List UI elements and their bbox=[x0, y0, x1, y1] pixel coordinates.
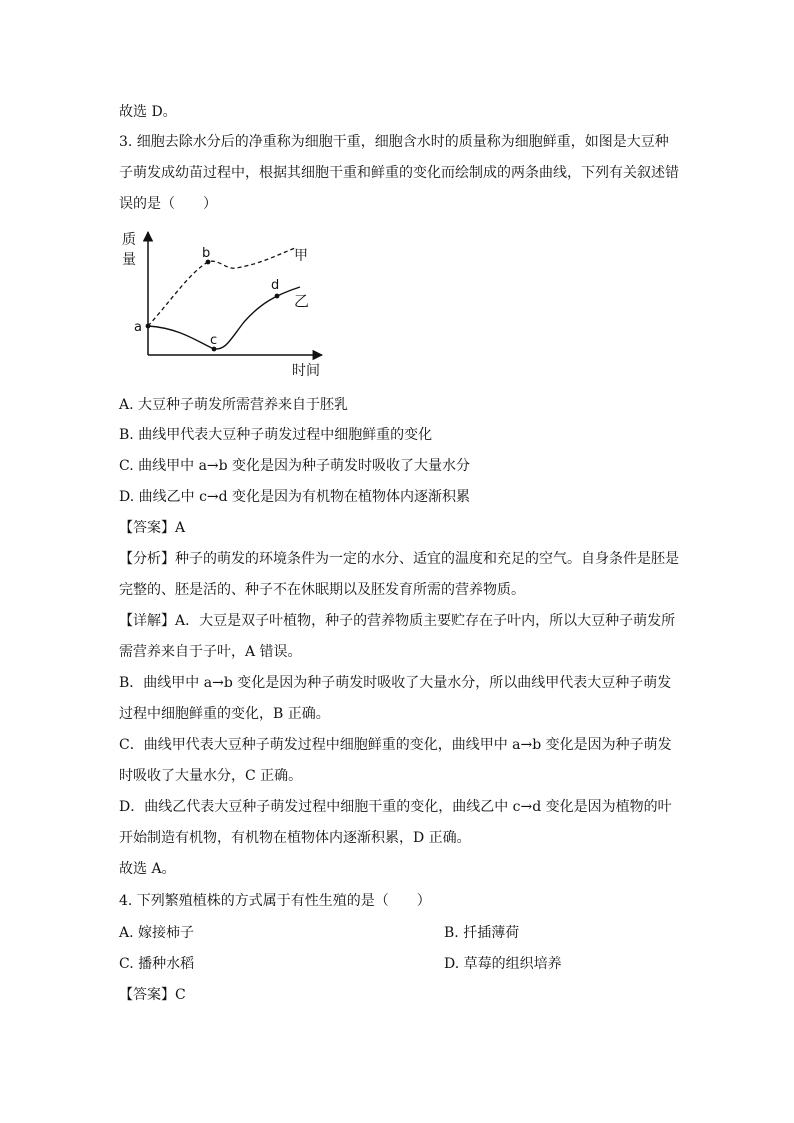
point-a-marker bbox=[146, 324, 151, 329]
option-d: D. 曲线乙中 c→d 变化是因为有机物在植物体内逐渐积累 bbox=[119, 489, 471, 505]
option-c: C. 播种水稻 bbox=[119, 956, 195, 972]
curve-yi-label: 乙 bbox=[294, 292, 310, 310]
explanation-line: 开始制造有机物，有机物在植物体内逐渐积累，D 正确。 bbox=[119, 830, 471, 846]
explanation-line: 【详解】A．大豆是双子叶植物，种子的营养物质主要贮存在子叶内，所以大豆种子萌发所 bbox=[119, 613, 676, 629]
y-axis-label: 量 bbox=[122, 252, 136, 268]
question-3-stem: 误的是（ ） bbox=[119, 196, 217, 212]
analysis-line: 【分析】种子的萌发的环境条件为一定的水分、适宜的温度和充足的空气。自身条件是胚是 bbox=[119, 551, 679, 567]
explanation-line: C．曲线甲代表大豆种子萌发过程中细胞鲜重的变化，曲线甲中 a→b 变化是因为种子萌发 bbox=[119, 737, 672, 753]
point-d-label: d bbox=[271, 278, 280, 293]
explanation-line: D．曲线乙代表大豆种子萌发过程中细胞干重的变化，曲线乙中 c→d 变化是因为植物的叶 bbox=[119, 799, 672, 815]
text-line: 故选 A。 bbox=[119, 861, 176, 877]
question-3-stem: 子萌发成幼苗过程中，根据其细胞干重和鲜重的变化而绘制成的两条曲线，下列有关叙述错 bbox=[119, 165, 679, 181]
option-b: B. 曲线甲代表大豆种子萌发过程中细胞鲜重的变化 bbox=[119, 427, 433, 443]
option-a: A. 大豆种子萌发所需营养来自于胚乳 bbox=[119, 397, 349, 413]
answer-line: 【答案】A bbox=[119, 520, 186, 536]
explanation-line: 时吸收了大量水分，C 正确。 bbox=[119, 768, 303, 784]
x-axis-label: 时间 bbox=[292, 363, 320, 379]
point-c-label: c bbox=[210, 333, 218, 348]
option-a: A. 嫁接柿子 bbox=[119, 925, 195, 941]
curve-jia-label: 甲 bbox=[294, 248, 308, 264]
answer-line: 【答案】C bbox=[119, 987, 186, 1003]
analysis-line: 完整的、胚是活的、种子不在休眠期以及胚发育所需的营养物质。 bbox=[119, 582, 525, 598]
question-3-stem: 3. 细胞去除水分后的净重称为细胞干重，细胞含水时的质量称为细胞鲜重，如图是大豆种 bbox=[119, 134, 669, 150]
text-line: 故选 D。 bbox=[119, 104, 177, 120]
point-d-marker bbox=[275, 294, 280, 299]
option-b: B. 扦插薄荷 bbox=[444, 925, 520, 941]
explanation-line: B．曲线甲中 a→b 变化是因为种子萌发时吸收了大量水分，所以曲线甲代表大豆种子萌发 bbox=[119, 675, 672, 691]
explanation-line: 需营养来自于子叶，A 错误。 bbox=[119, 644, 302, 660]
point-a-label: a bbox=[134, 320, 142, 335]
question-4-stem: 4. 下列繁殖植株的方式属于有性生殖的是（ ） bbox=[119, 893, 431, 909]
point-b-label: b bbox=[202, 246, 211, 261]
option-d: D. 草莓的组织培养 bbox=[444, 956, 562, 972]
explanation-line: 过程中细胞鲜重的变化，B 正确。 bbox=[119, 706, 330, 722]
option-c: C. 曲线甲中 a→b 变化是因为种子萌发时吸收了大量水分 bbox=[119, 458, 471, 474]
y-axis-label: 质 bbox=[122, 232, 136, 248]
seed-mass-curve-figure bbox=[110, 222, 340, 382]
